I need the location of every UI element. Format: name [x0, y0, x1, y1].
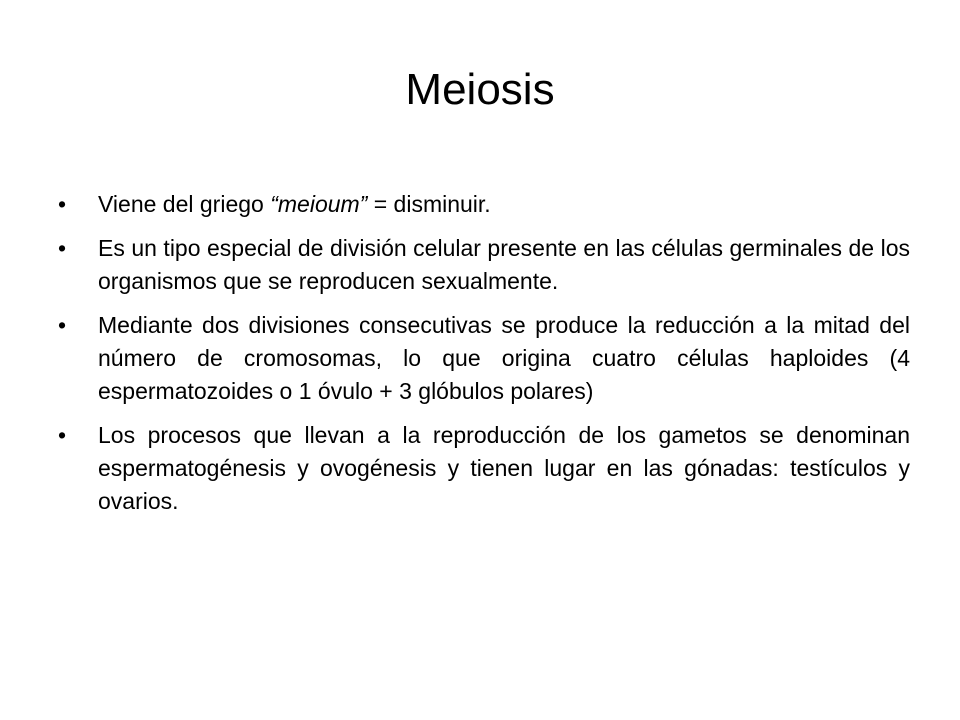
bullet-item-definition: [58, 232, 910, 298]
bullet-item-etymology: [58, 188, 910, 221]
bullet-text: Los procesos que llevan a la reproducción de los gametos se denominan espermatogénesis y ovogénesis y tienen lugar en las gónadas: testículos y ovarios.: [98, 422, 910, 514]
bullet-text-before: Viene del griego: [98, 191, 271, 217]
bullet-text: [98, 188, 910, 221]
bullet-icon: •: [58, 422, 67, 448]
bullet-text-after: = disminuir.: [367, 191, 491, 217]
bullet-icon: •: [58, 312, 67, 338]
bullet-icon: •: [58, 235, 67, 261]
bullet-item-gametogenesis: [58, 419, 910, 518]
bullet-list: [58, 188, 910, 529]
bullet-text: Mediante dos divisiones consecutivas se produce la reducción a la mitad del número de cromosomas, lo que origina cuatro células haploides (4 espermatozoides o 1 óvulo + 3 glóbulos polares): [98, 312, 910, 404]
bullet-item-reduction: [58, 309, 910, 408]
bullet-icon: •: [58, 191, 67, 217]
greek-term: “meioum”: [270, 191, 368, 217]
bullet-text: Es un tipo especial de división celular presente en las células germinales de los organismos que se reproducen sexualmente.: [98, 235, 910, 294]
slide-title: Meiosis: [405, 65, 555, 114]
